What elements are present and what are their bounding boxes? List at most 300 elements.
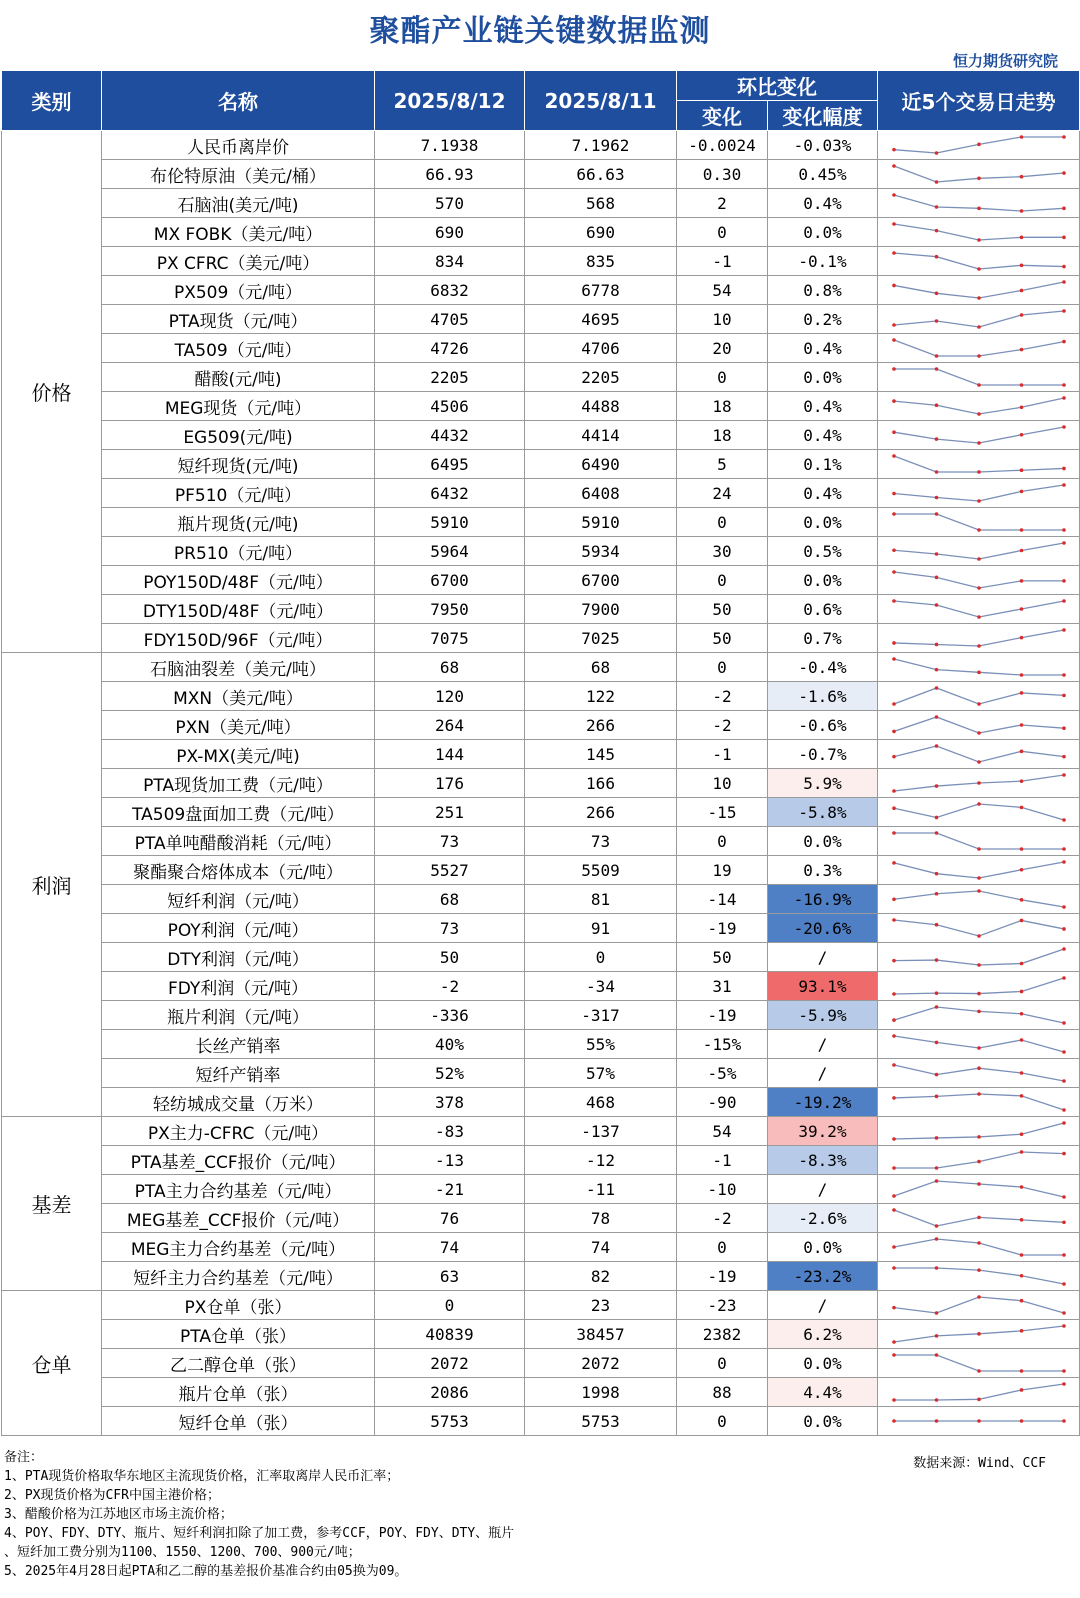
change-cell: 31 (677, 972, 768, 1001)
trend-sparkline (888, 1119, 1070, 1143)
table-row (2, 885, 1080, 914)
trend-sparkline (888, 1177, 1070, 1201)
change-pct-cell: -19.2% (768, 1088, 878, 1117)
trend-point (1062, 599, 1066, 603)
trend-point (1062, 1253, 1066, 1257)
trend-point (977, 441, 981, 445)
trend-point (1019, 1132, 1023, 1136)
trend-point (1062, 1108, 1066, 1112)
trend-point (934, 668, 938, 672)
trend-point (1062, 396, 1066, 400)
trend-point (977, 1066, 981, 1070)
table-row (2, 769, 1080, 798)
value-date1-cell: 4705 (375, 305, 525, 334)
change-pct-cell: -8.3% (768, 1146, 878, 1175)
trend-point (1062, 467, 1066, 471)
value-date2-cell: 81 (525, 885, 677, 914)
trend-sparkline (888, 220, 1070, 244)
trend-line (894, 630, 1064, 646)
category-cell: 利润 (2, 653, 102, 1117)
trend-line (894, 601, 1064, 617)
trend-point (934, 1095, 938, 1099)
name-cell: PR510（元/吨） (102, 537, 375, 566)
trend-point (977, 760, 981, 764)
change-pct-cell: 0.0% (768, 1349, 878, 1378)
value-date2-cell: 1998 (525, 1378, 677, 1407)
change-pct-cell: 0.0% (768, 1407, 878, 1436)
value-date1-cell: 5527 (375, 856, 525, 885)
table-row (2, 334, 1080, 363)
value-date2-cell: 5934 (525, 537, 677, 566)
trend-point (977, 1295, 981, 1299)
table-row (2, 1349, 1080, 1378)
change-cell: 10 (677, 305, 768, 334)
publisher-label: 恒力期货研究院 (952, 52, 1058, 70)
trend-point (892, 918, 896, 922)
trend-line (894, 862, 1064, 878)
value-date1-cell: 4432 (375, 421, 525, 450)
table-row (2, 827, 1080, 856)
trend-point (977, 207, 981, 211)
trend-point (892, 193, 896, 197)
trend-point (934, 354, 938, 358)
table-row (2, 276, 1080, 305)
change-cell: 2 (677, 189, 768, 218)
trend-point (892, 1398, 896, 1402)
trend-point (1019, 1369, 1023, 1373)
trend-point (977, 499, 981, 503)
trend-point (1062, 207, 1066, 211)
trend-sparkline-cell (878, 943, 1080, 972)
table-row (2, 508, 1080, 537)
change-pct-cell: 0.1% (768, 450, 878, 479)
trend-sparkline (888, 829, 1070, 853)
trend-point (892, 831, 896, 835)
value-date2-cell: 5910 (525, 508, 677, 537)
name-cell: PTA基差_CCF报价（元/吨） (102, 1146, 375, 1175)
change-pct-cell: / (768, 1291, 878, 1320)
change-cell: 0 (677, 363, 768, 392)
trend-point (892, 1096, 896, 1100)
trend-point (977, 586, 981, 590)
trend-line (894, 340, 1064, 356)
table-row (2, 566, 1080, 595)
trend-sparkline (888, 1061, 1070, 1085)
trend-point (1062, 628, 1066, 632)
trend-point (892, 1034, 896, 1038)
trend-point (1019, 723, 1023, 727)
name-cell: PX509（元/吨） (102, 276, 375, 305)
table-row (2, 1262, 1080, 1291)
trend-sparkline-cell (878, 1349, 1080, 1378)
value-date1-cell: 2072 (375, 1349, 525, 1378)
trend-sparkline-cell (878, 247, 1080, 276)
trend-sparkline (888, 162, 1070, 186)
value-date2-cell: 690 (525, 218, 677, 247)
table-row (2, 798, 1080, 827)
table-body (2, 131, 1080, 1436)
trend-point (1019, 990, 1023, 994)
table-row (2, 189, 1080, 218)
change-pct-cell: 0.0% (768, 827, 878, 856)
trend-point (1062, 1121, 1066, 1125)
header-trend: 近5个交易日走势 (878, 71, 1080, 131)
trend-sparkline (888, 249, 1070, 273)
trend-point (892, 641, 896, 645)
trend-point (934, 1073, 938, 1077)
trend-sparkline (888, 916, 1070, 940)
trend-sparkline (888, 655, 1070, 679)
trend-point (892, 251, 896, 255)
trend-sparkline (888, 336, 1070, 360)
trend-point (934, 744, 938, 748)
value-date1-cell: 570 (375, 189, 525, 218)
trend-line (894, 746, 1064, 762)
change-pct-cell: 39.2% (768, 1117, 878, 1146)
trend-point (892, 164, 896, 168)
trend-point (977, 1046, 981, 1050)
value-date2-cell: 66.63 (525, 160, 677, 189)
trend-point (1062, 1021, 1066, 1025)
change-cell: 0 (677, 1349, 768, 1378)
name-cell: FDY150D/96F（元/吨） (102, 624, 375, 653)
value-date1-cell: 52% (375, 1059, 525, 1088)
trend-line (894, 833, 1064, 849)
trend-point (1062, 694, 1066, 698)
trend-point (934, 816, 938, 820)
table-row (2, 421, 1080, 450)
trend-point (934, 255, 938, 259)
trend-line (894, 282, 1064, 298)
trend-sparkline (888, 800, 1070, 824)
trend-point (892, 1018, 896, 1022)
change-cell: 0 (677, 827, 768, 856)
change-cell: 54 (677, 1117, 768, 1146)
value-date1-cell: 68 (375, 653, 525, 682)
trend-point (1019, 1150, 1023, 1154)
trend-point (1062, 976, 1066, 980)
value-date2-cell: 7.1962 (525, 131, 677, 160)
value-date1-cell: -21 (375, 1175, 525, 1204)
trend-point (934, 892, 938, 896)
trend-line (894, 804, 1064, 820)
name-cell: PF510（元/吨） (102, 479, 375, 508)
trend-sparkline (888, 684, 1070, 708)
trend-point (934, 496, 938, 500)
trend-point (1062, 847, 1066, 851)
trend-point (1019, 348, 1023, 352)
trend-point (977, 876, 981, 880)
trend-point (977, 1332, 981, 1336)
name-cell: 短纤现货(元/吨) (102, 450, 375, 479)
name-cell: 聚酯聚合熔体成本（元/吨） (102, 856, 375, 885)
trend-point (892, 1419, 896, 1423)
change-cell: -1 (677, 1146, 768, 1175)
value-date2-cell: 266 (525, 798, 677, 827)
trend-point (1062, 755, 1066, 759)
table-row (2, 1320, 1080, 1349)
trend-sparkline (888, 1293, 1070, 1317)
trend-point (892, 1063, 896, 1067)
trend-point (892, 492, 896, 496)
change-cell: -19 (677, 1262, 768, 1291)
value-date2-cell: 5753 (525, 1407, 677, 1436)
trend-line (894, 1355, 1064, 1371)
trend-point (977, 143, 981, 147)
value-date1-cell: 5753 (375, 1407, 525, 1436)
change-pct-cell: 0.3% (768, 856, 878, 885)
trend-point (1062, 309, 1066, 313)
trend-sparkline (888, 887, 1070, 911)
trend-point (977, 177, 981, 181)
trend-point (892, 702, 896, 706)
trend-point (934, 923, 938, 927)
value-date2-cell: 4488 (525, 392, 677, 421)
trend-point (892, 148, 896, 152)
trend-point (934, 686, 938, 690)
trend-point (934, 1224, 938, 1228)
trend-sparkline-cell (878, 1204, 1080, 1233)
change-pct-cell: -20.6% (768, 914, 878, 943)
table-row (2, 1088, 1080, 1117)
trend-sparkline (888, 568, 1070, 592)
trend-sparkline-cell (878, 711, 1080, 740)
name-cell: PX CFRC（美元/吨） (102, 247, 375, 276)
trend-point (977, 470, 981, 474)
trend-point (1019, 135, 1023, 139)
trend-point (977, 615, 981, 619)
trend-point (892, 399, 896, 403)
change-cell: 19 (677, 856, 768, 885)
table-row (2, 711, 1080, 740)
change-pct-cell: 0.4% (768, 421, 878, 450)
table-row (2, 972, 1080, 1001)
trend-sparkline (888, 1380, 1070, 1404)
trend-point (892, 367, 896, 371)
trend-point (977, 963, 981, 967)
trend-point (1019, 1071, 1023, 1075)
trend-point (1019, 779, 1023, 783)
trend-line (894, 891, 1064, 907)
value-date2-cell: 2205 (525, 363, 677, 392)
trend-point (1019, 636, 1023, 640)
trend-point (1062, 528, 1066, 532)
trend-point (977, 781, 981, 785)
trend-point (1062, 1221, 1066, 1225)
value-date2-cell: 4706 (525, 334, 677, 363)
trend-point (1019, 962, 1023, 966)
table-row (2, 1204, 1080, 1233)
table-row (2, 479, 1080, 508)
value-date2-cell: 4695 (525, 305, 677, 334)
trend-line (894, 920, 1064, 936)
value-date1-cell: 251 (375, 798, 525, 827)
data-source: 数据来源：Wind、CCF (913, 1456, 1046, 1471)
trend-line (894, 369, 1064, 385)
name-cell: POY利润（元/吨） (102, 914, 375, 943)
header-change-pct: 变化幅度 (768, 101, 878, 131)
trend-point (1062, 905, 1066, 909)
trend-line (894, 1297, 1064, 1313)
change-pct-cell: 0.45% (768, 160, 878, 189)
trend-point (892, 1245, 896, 1249)
value-date2-cell: 68 (525, 653, 677, 682)
change-cell: -5% (677, 1059, 768, 1088)
trend-point (1019, 468, 1023, 472)
change-pct-cell: -2.6% (768, 1204, 878, 1233)
trend-point (934, 1237, 938, 1241)
trend-point (1062, 1419, 1066, 1423)
trend-point (1062, 1324, 1066, 1328)
trend-point (977, 802, 981, 806)
trend-point (977, 325, 981, 329)
trend-point (934, 205, 938, 209)
trend-point (1062, 541, 1066, 545)
trend-point (892, 1266, 896, 1270)
change-pct-cell: / (768, 943, 878, 972)
trend-point (892, 1166, 896, 1170)
trend-point (934, 151, 938, 155)
name-cell: PTA仓单（张） (102, 1320, 375, 1349)
trend-point (934, 512, 938, 516)
change-pct-cell: 6.2% (768, 1320, 878, 1349)
name-cell: 石脑油(美元/吨) (102, 189, 375, 218)
change-pct-cell: / (768, 1030, 878, 1059)
table-row (2, 595, 1080, 624)
trend-point (1062, 483, 1066, 487)
value-date2-cell: 266 (525, 711, 677, 740)
trend-sparkline (888, 1322, 1070, 1346)
change-cell: -2 (677, 1204, 768, 1233)
trend-point (1019, 1218, 1023, 1222)
trend-point (977, 644, 981, 648)
value-date1-cell: 2205 (375, 363, 525, 392)
value-date1-cell: 4726 (375, 334, 525, 363)
trend-sparkline-cell (878, 914, 1080, 943)
change-cell: 88 (677, 1378, 768, 1407)
trend-point (977, 671, 981, 675)
trend-point (892, 1306, 896, 1310)
trend-point (977, 847, 981, 851)
name-cell: 长丝产销率 (102, 1030, 375, 1059)
trend-sparkline-cell (878, 1291, 1080, 1320)
change-cell: -19 (677, 914, 768, 943)
trend-point (892, 897, 896, 901)
trend-sparkline-cell (878, 1059, 1080, 1088)
trend-sparkline-cell (878, 856, 1080, 885)
change-cell: -23 (677, 1291, 768, 1320)
value-date1-cell: -2 (375, 972, 525, 1001)
trend-point (1019, 313, 1023, 317)
value-date1-cell: 144 (375, 740, 525, 769)
trend-point (892, 599, 896, 603)
header-date1: 2025/8/12 (375, 71, 525, 131)
trend-point (892, 570, 896, 574)
trend-point (1062, 265, 1066, 269)
trend-point (1062, 1282, 1066, 1286)
value-date2-cell: 7900 (525, 595, 677, 624)
trend-point (892, 959, 896, 963)
trend-sparkline-cell (878, 885, 1080, 914)
value-date2-cell: 73 (525, 827, 677, 856)
trend-point (1019, 1012, 1023, 1016)
trend-point (892, 323, 896, 327)
trend-point (934, 552, 938, 556)
trend-line (894, 1007, 1064, 1023)
change-cell: -2 (677, 682, 768, 711)
trend-point (892, 1194, 896, 1198)
change-cell: 0 (677, 1233, 768, 1262)
trend-sparkline-cell (878, 1175, 1080, 1204)
trend-point (934, 291, 938, 295)
trend-point (1019, 236, 1023, 240)
trend-sparkline (888, 1148, 1070, 1172)
change-pct-cell: 0.0% (768, 363, 878, 392)
value-date2-cell: -12 (525, 1146, 677, 1175)
value-date1-cell: 68 (375, 885, 525, 914)
value-date2-cell: 6408 (525, 479, 677, 508)
name-cell: PTA现货加工费（元/吨） (102, 769, 375, 798)
table-row (2, 682, 1080, 711)
trend-point (934, 1398, 938, 1402)
name-cell: MX FOBK（美元/吨） (102, 218, 375, 247)
trend-sparkline (888, 191, 1070, 215)
name-cell: 瓶片利润（元/吨） (102, 1001, 375, 1030)
table-row (2, 1407, 1080, 1436)
change-pct-cell: 0.2% (768, 305, 878, 334)
trend-point (1019, 607, 1023, 611)
trend-point (1019, 1329, 1023, 1333)
name-cell: DTY150D/48F（元/吨） (102, 595, 375, 624)
trend-sparkline-cell (878, 827, 1080, 856)
trend-point (977, 383, 981, 387)
name-cell: PTA现货（元/吨） (102, 305, 375, 334)
trend-sparkline-cell (878, 595, 1080, 624)
name-cell: POY150D/48F（元/吨） (102, 566, 375, 595)
trend-point (892, 284, 896, 288)
trend-sparkline-cell (878, 276, 1080, 305)
trend-point (977, 1216, 981, 1220)
trend-sparkline (888, 278, 1070, 302)
value-date2-cell: 82 (525, 1262, 677, 1291)
change-cell: 0 (677, 653, 768, 682)
change-cell: 18 (677, 421, 768, 450)
change-cell: 30 (677, 537, 768, 566)
trend-sparkline-cell (878, 392, 1080, 421)
trend-point (1062, 171, 1066, 175)
category-cell: 基差 (2, 1117, 102, 1291)
change-cell: 50 (677, 943, 768, 972)
trend-point (934, 1419, 938, 1423)
trend-line (894, 224, 1064, 240)
trend-sparkline-cell (878, 798, 1080, 827)
trend-sparkline (888, 481, 1070, 505)
change-cell: -10 (677, 1175, 768, 1204)
header-date2: 2025/8/11 (525, 71, 677, 131)
value-date2-cell: 23 (525, 1291, 677, 1320)
trend-point (1062, 1079, 1066, 1083)
value-date1-cell: 63 (375, 1262, 525, 1291)
trend-point (1019, 847, 1023, 851)
change-pct-cell: / (768, 1059, 878, 1088)
trend-sparkline (888, 1351, 1070, 1375)
trend-line (894, 485, 1064, 501)
value-date2-cell: 468 (525, 1088, 677, 1117)
change-pct-cell: -5.9% (768, 1001, 878, 1030)
change-pct-cell: 0.7% (768, 624, 878, 653)
change-cell: -1 (677, 247, 768, 276)
trend-point (1019, 1094, 1023, 1098)
